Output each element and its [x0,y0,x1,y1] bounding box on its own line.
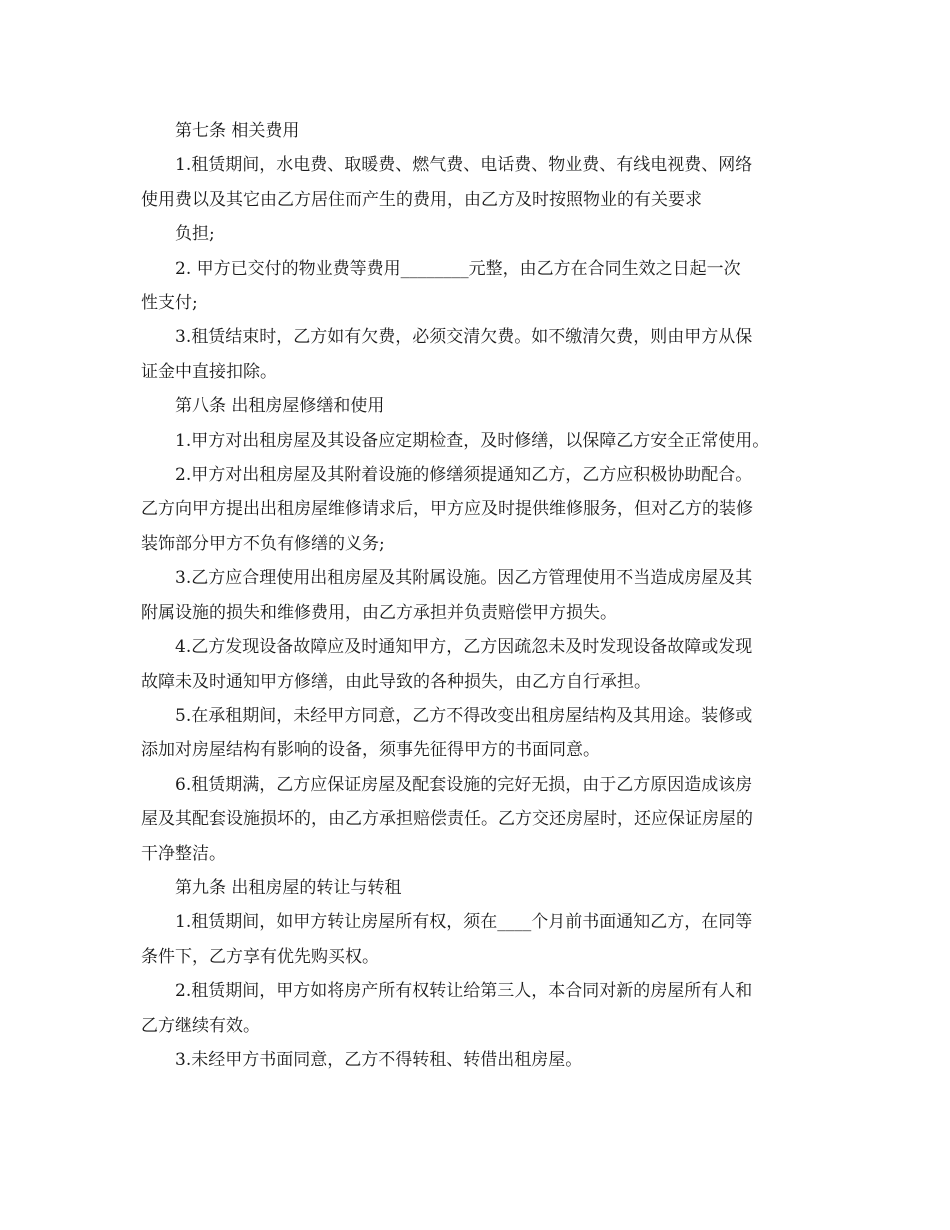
text-line: 6.租赁期满，乙方应保证房屋及配套设施的完好无损，由于乙方原因造成该房 [175,774,753,795]
document-body [141,114,811,1077]
text-line: 1.租赁期间，如甲方转让房屋所有权，须在____个月前书面通知乙方，在同等 [175,912,753,933]
text-line: 1.甲方对出租房屋及其设备应定期检查，及时修缮，以保障乙方安全正常使用。 [175,430,770,451]
text-line: 2. 甲方已交付的物业费等费用________元整，由乙方在合同生效之日起一次 [175,258,741,279]
text-line: 条件下，乙方享有优先购买权。 [141,946,379,967]
text-line: 5.在承租期间，未经甲方同意，乙方不得改变出租房屋结构及其用途。装修或 [175,705,753,726]
article-8-heading: 第八条 出租房屋修缮和使用 [175,396,385,417]
text-line: 故障未及时通知甲方修缮，由此导致的各种损失，由乙方自行承担。 [141,671,651,692]
text-line: 乙方向甲方提出出租房屋维修请求后，甲方应及时提供维修服务，但对乙方的装修 [141,499,753,520]
article-9-heading: 第九条 出租房屋的转让与转租 [175,877,402,898]
text-line: 2.甲方对出租房屋及其附着设施的修缮须提通知乙方，乙方应积极协助配合。 [175,465,753,486]
text-line: 屋及其配套设施损坏的，由乙方承担赔偿责任。乙方交还房屋时，还应保证房屋的 [141,809,753,830]
text-line: 证金中直接扣除。 [141,361,277,382]
text-line: 3.未经甲方书面同意，乙方不得转租、转借出租房屋。 [175,1049,583,1070]
text-line: 3.租赁结束时，乙方如有欠费，必须交清欠费。如不缴清欠费，则由甲方从保 [175,327,753,348]
text-line: 4.乙方发现设备故障应及时通知甲方，乙方因疏忽未及时发现设备故障或发现 [175,637,753,658]
text-line: 1.租赁期间，水电费、取暖费、燃气费、电话费、物业费、有线电视费、网络 [175,155,753,176]
text-line: 使用费以及其它由乙方居住而产生的费用，由乙方及时按照物业的有关要求 [141,189,702,210]
text-line: 附属设施的损失和维修费用，由乙方承担并负责赔偿甲方损失。 [141,602,617,623]
text-line: 性支付; [141,293,198,314]
text-line: 干净整洁。 [141,843,226,864]
text-line: 负担; [175,224,215,245]
text-line: 乙方继续有效。 [141,1015,260,1036]
text-line: 2.租赁期间，甲方如将房产所有权转让给第三人，本合同对新的房屋所有人和 [175,981,753,1002]
text-line: 添加对房屋结构有影响的设备，须事先征得甲方的书面同意。 [141,740,600,761]
text-line: 3.乙方应合理使用出租房屋及其附属设施。因乙方管理使用不当造成房屋及其 [175,568,753,589]
text-line: 装饰部分甲方不负有修缮的义务; [141,533,385,554]
article-7-heading: 第七条 相关费用 [175,121,300,141]
